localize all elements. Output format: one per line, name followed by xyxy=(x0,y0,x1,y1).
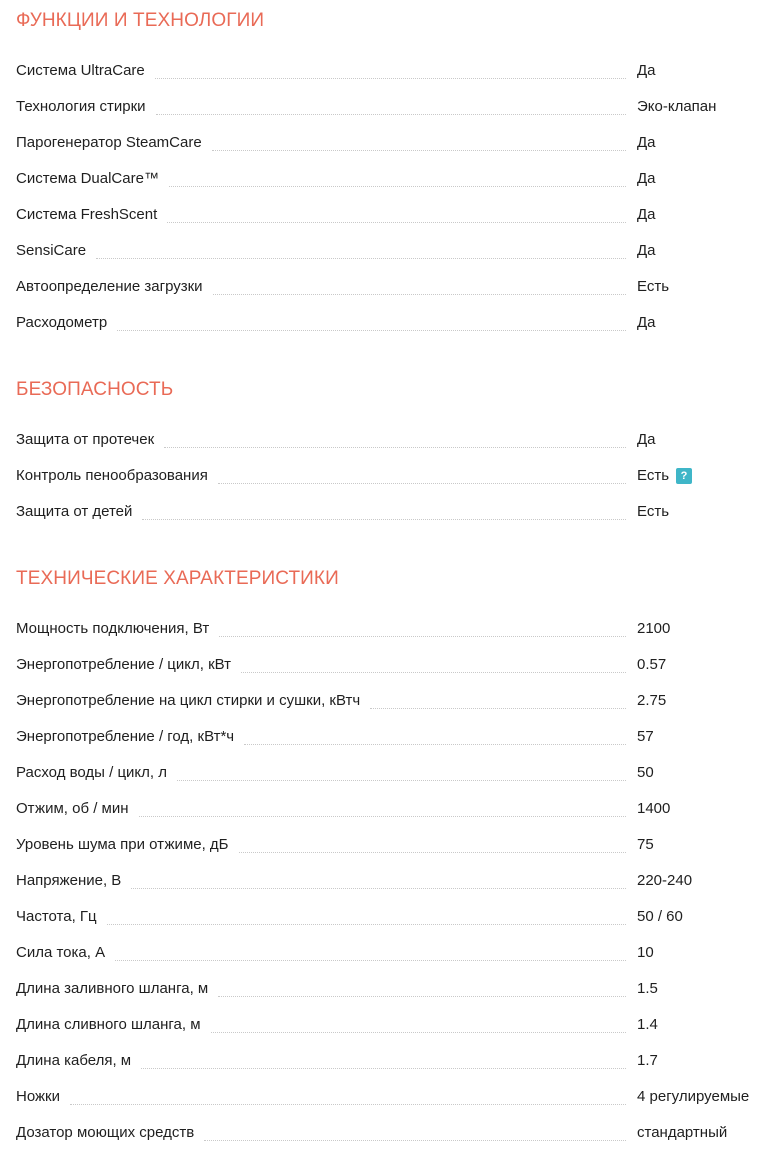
spec-row xyxy=(16,691,760,727)
spec-value: 1.4 xyxy=(637,1016,658,1033)
spec-row xyxy=(16,61,760,97)
spec-value: Да xyxy=(637,314,656,331)
spec-label: Дозатор моющих средств xyxy=(16,1124,195,1141)
spec-label: Отжим, об / мин xyxy=(16,800,129,817)
spec-label: Длина заливного шланга, м xyxy=(16,980,209,997)
spec-label: Энергопотребление / цикл, кВт xyxy=(16,656,232,673)
spec-label: Система FreshScent xyxy=(16,206,158,223)
dotted-leader xyxy=(212,150,626,151)
dotted-leader xyxy=(139,816,626,817)
spec-row xyxy=(16,169,760,205)
spec-label: Сила тока, А xyxy=(16,944,106,961)
spec-row xyxy=(16,430,760,466)
spec-value: Да xyxy=(637,62,656,79)
spec-value: Да xyxy=(637,242,656,259)
spec-row xyxy=(16,619,760,655)
help-icon[interactable]: ? xyxy=(676,468,692,484)
spec-row xyxy=(16,502,760,538)
dotted-leader xyxy=(218,483,626,484)
spec-row xyxy=(16,205,760,241)
spec-value: 0.57 xyxy=(637,656,667,673)
spec-label: Уровень шума при отжиме, дБ xyxy=(16,836,229,853)
spec-label: Защита от протечек xyxy=(16,431,155,448)
spec-value: 50 xyxy=(637,764,654,781)
spec-label: Технология стирки xyxy=(16,98,146,115)
spec-label: Расходометр xyxy=(16,314,108,331)
dotted-leader xyxy=(155,78,626,79)
spec-value: Да xyxy=(637,431,656,448)
spec-label: Система UltraCare xyxy=(16,62,145,79)
spec-row xyxy=(16,799,760,835)
spec-label: Автоопределение загрузки xyxy=(16,278,203,295)
dotted-leader xyxy=(204,1140,626,1141)
spec-value: 220-240 xyxy=(637,872,693,889)
spec-row xyxy=(16,943,760,979)
dotted-leader xyxy=(169,186,626,187)
spec-label: Частота, Гц xyxy=(16,908,97,925)
spec-label: Парогенератор SteamCare xyxy=(16,134,202,151)
spec-row xyxy=(16,727,760,763)
spec-value-with-help xyxy=(637,466,692,486)
spec-row xyxy=(16,133,760,169)
spec-list-safety xyxy=(16,430,760,538)
spec-value: стандартный xyxy=(637,1124,728,1141)
spec-value: 57 xyxy=(637,728,654,745)
spec-label: Длина кабеля, м xyxy=(16,1052,132,1069)
spec-value: 2.75 xyxy=(637,692,667,709)
dotted-leader xyxy=(219,636,626,637)
spec-row xyxy=(16,241,760,277)
spec-label: Энергопотребление на цикл стирки и сушки, кВтч xyxy=(16,692,361,709)
spec-value: Есть xyxy=(637,503,670,520)
spec-value: Эко-клапан xyxy=(637,98,717,115)
spec-row xyxy=(16,871,760,907)
spec-label: Напряжение, В xyxy=(16,872,122,889)
spec-value: Да xyxy=(637,206,656,223)
spec-label: Расход воды / цикл, л xyxy=(16,764,168,781)
dotted-leader xyxy=(141,1068,626,1069)
dotted-leader xyxy=(241,672,626,673)
spec-label: SensiCare xyxy=(16,242,87,259)
spec-value: 1.5 xyxy=(637,980,658,997)
spec-value: 50 / 60 xyxy=(637,908,683,925)
spec-row xyxy=(16,763,760,799)
section-title-safety: БЕЗОПАСНОСТЬ xyxy=(16,379,174,400)
spec-label: Защита от детей xyxy=(16,503,133,520)
dotted-leader xyxy=(177,780,626,781)
spec-row xyxy=(16,313,760,349)
spec-value: Да xyxy=(637,134,656,151)
dotted-leader xyxy=(70,1104,626,1105)
spec-row xyxy=(16,97,760,133)
spec-label: Система DualCare™ xyxy=(16,170,159,187)
spec-value: Есть xyxy=(637,278,670,295)
spec-row xyxy=(16,466,760,502)
spec-value: Да xyxy=(637,170,656,187)
spec-list-technical xyxy=(16,619,760,1159)
spec-label: Контроль пенообразования xyxy=(16,467,208,484)
spec-label: Длина сливного шланга, м xyxy=(16,1016,201,1033)
spec-row xyxy=(16,979,760,1015)
spec-row xyxy=(16,1087,760,1123)
spec-row xyxy=(16,277,760,313)
spec-value: 75 xyxy=(637,836,654,853)
section-safety xyxy=(16,378,760,520)
spec-row xyxy=(16,835,760,871)
spec-value: 1.7 xyxy=(637,1052,658,1069)
dotted-leader xyxy=(370,708,626,709)
spec-label: Мощность подключения, Вт xyxy=(16,620,210,637)
dotted-leader xyxy=(213,294,626,295)
dotted-leader xyxy=(239,852,626,853)
section-title-functions: ФУНКЦИИ И ТЕХНОЛОГИИ xyxy=(16,10,265,31)
spec-value: 10 xyxy=(637,944,654,961)
spec-value: 4 регулируемые xyxy=(637,1088,750,1105)
dotted-leader xyxy=(117,330,626,331)
spec-row xyxy=(16,1123,760,1159)
spec-value: 2100 xyxy=(637,620,671,637)
spec-row xyxy=(16,907,760,943)
spec-row xyxy=(16,1015,760,1051)
dotted-leader xyxy=(167,222,626,223)
dotted-leader xyxy=(107,924,626,925)
spec-row xyxy=(16,1051,760,1087)
dotted-leader xyxy=(156,114,626,115)
dotted-leader xyxy=(164,447,626,448)
spec-list-functions xyxy=(16,61,760,349)
dotted-leader xyxy=(142,519,626,520)
dotted-leader xyxy=(218,996,626,997)
section-title-technical: ТЕХНИЧЕСКИЕ ХАРАКТЕРИСТИКИ xyxy=(16,568,339,589)
dotted-leader xyxy=(96,258,626,259)
spec-value: Есть xyxy=(637,467,670,484)
dotted-leader xyxy=(115,960,626,961)
spec-row xyxy=(16,655,760,691)
spec-label: Ножки xyxy=(16,1088,60,1105)
spec-label: Энергопотребление / год, кВт*ч xyxy=(16,728,235,745)
dotted-leader xyxy=(131,888,626,889)
dotted-leader xyxy=(244,744,626,745)
section-functions xyxy=(16,9,760,331)
spec-value: 1400 xyxy=(637,800,671,817)
dotted-leader xyxy=(211,1032,626,1033)
section-technical xyxy=(16,567,760,1141)
